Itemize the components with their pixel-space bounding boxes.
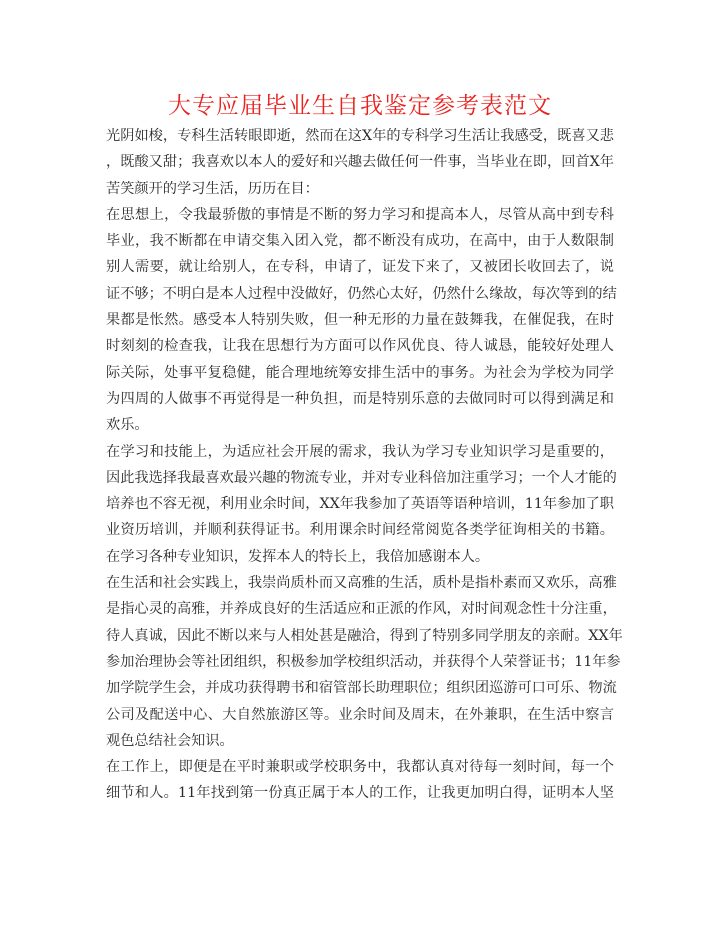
text-line: 时刻刻的检查我，让我在思想行为方面可以作风优良、待人诚恳，能较好处理人 <box>106 338 614 355</box>
text-line: 在生活和社会实践上，我崇尚质朴而又高雅的生活，质朴是指朴素而又欢乐，高雅 <box>106 575 617 592</box>
text-line: 苦笑颜开的学习生活，历历在目： <box>106 180 319 197</box>
text-line: 加学院学生会，并成功获得聘书和宿管部长助理职位；组织团巡游可口可乐、物流 <box>106 680 617 697</box>
text-line: 别人需要，就让给别人，在专科，申请了，证发下来了，又被团长收回去了，说 <box>106 259 614 276</box>
text-line: 因此我选择我最喜欢最兴趣的物流专业，并对专业科倍加注重学习；一个人才能的 <box>106 469 617 486</box>
text-line: 证不够；不明白是本人过程中没做好，仍然心太好，仍然什么缘故，每次等到的结 <box>106 285 617 302</box>
text-line: 在学习和技能上，为适应社会开展的需求，我认为学习专业知识学习是重要的， <box>106 443 614 460</box>
document-body <box>106 123 623 807</box>
text-line: 参加治理协会等社团组织，积极参加学校组织活动，并获得个人荣誉证书；11年参 <box>106 653 621 670</box>
text-line: 在思想上，令我最骄傲的事情是不断的努力学习和提高本人，尽管从高中到专科 <box>106 206 614 223</box>
text-line: 在学习各种专业知识，发挥本人的特长上，我倍加感谢本人。 <box>106 548 490 565</box>
text-line: 公司及配送中心、大自然旅游区等。业余时间及周末，在外兼职，在生活中察言 <box>106 706 614 723</box>
text-line: 际关际，处事平复稳健，能合理地统筹安排生活中的事务。为社会为学校为同学 <box>106 364 614 381</box>
text-line: 业资历培训，并顺利获得证书。利用课余时间经常阅览各类学征询相关的书籍。 <box>106 522 614 539</box>
text-line: 果都是怅然。感受本人特别失败，但一种无形的力量在鼓舞我，在催促我，在时 <box>106 312 614 329</box>
text-line: 欢乐。 <box>106 417 149 434</box>
text-line: 细节和人。11年找到第一份真正属于本人的工作，让我更加明白得，证明本人坚 <box>106 785 614 802</box>
text-line: 毕业，我不断都在申请交集入团入党，都不断没有成功，在高中，由于人数限制 <box>106 233 614 250</box>
text-line: 为四周的人做事不再觉得是一种负担，而是特别乐意的去做同时可以得到满足和 <box>106 390 614 407</box>
text-line: ，既酸又甜；我喜欢以本人的爱好和兴趣去做任何一件事，当毕业在即，回首X年 <box>106 154 614 171</box>
text-line: 培养也不容无视，利用业余时间，XX年我参加了英语等语种培训，11年参加了职 <box>106 496 614 513</box>
document-title: 大专应届毕业生自我鉴定参考表范文 <box>168 93 552 119</box>
text-line: 观色总结社会知识。 <box>106 732 234 749</box>
text-line: 在工作上，即便是在平时兼职或学校职务中，我都认真对待每一刻时间，每一个 <box>106 759 614 776</box>
text-line: 光阴如梭，专科生活转眼即逝，然而在这X年的专科学习生活让我感受，既喜又悲 <box>106 128 614 144</box>
text-line: 是指心灵的高雅，并养成良好的生活适应和正派的作风，对时间观念性十分注重， <box>106 601 617 618</box>
text-line: 待人真诚，因此不断以来与人相处甚是融洽，得到了特别多同学朋友的亲耐。XX年 <box>106 627 623 644</box>
